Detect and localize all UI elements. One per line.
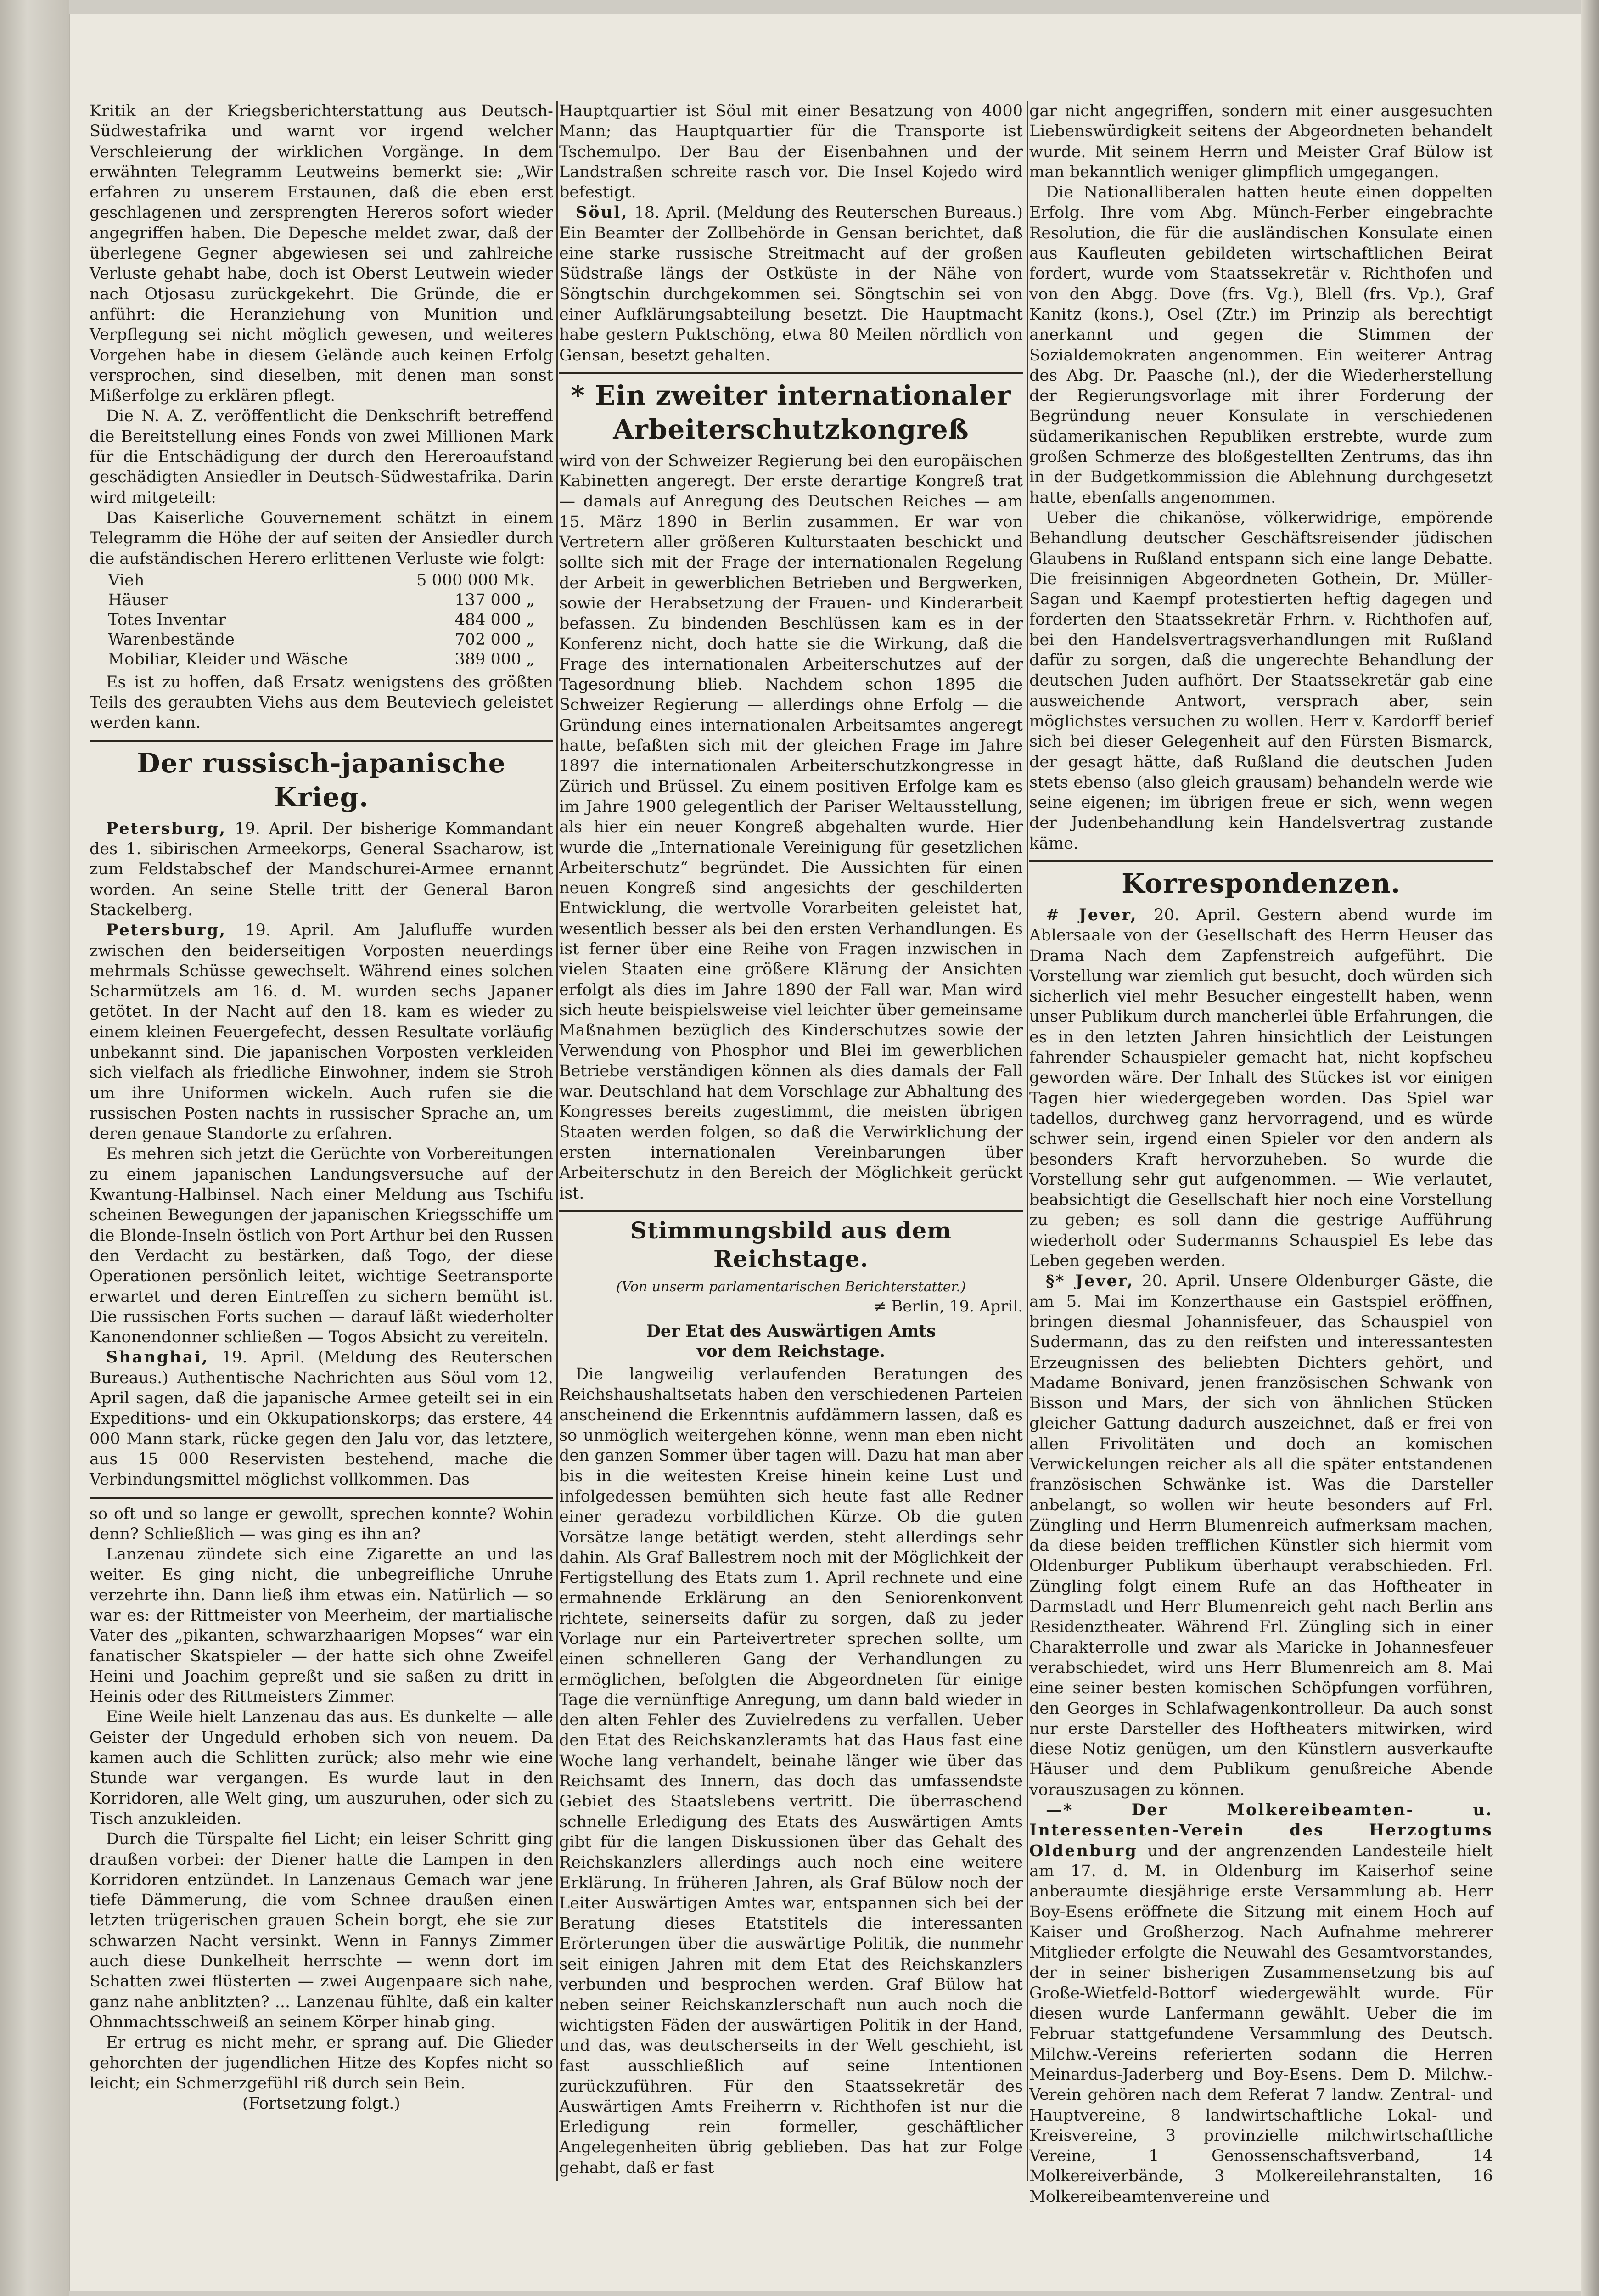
news-item: [559, 203, 1023, 365]
section-rule: [1029, 860, 1493, 862]
article-text: Kritik an der Kriegsberichterstattung aus Deutsch-Südwestafrika und warnt vor irgend welcher Verschleierung der wirklichen Vorgänge. In dem erwähnten Telegramm Leutweins bemerkt sie: „Wir erfahren zu unserem Erstaunen, daß die eben erst geschlagenen und zersprengten Hereros sofort wieder angegriffen haben. Die Depesche meldet zwar, daß der überlegene Gegner abgewiesen sei und zahlreiche Verluste gehabt habe, doch ist Oberst Leutwein wieder nach Otjosasu zurückgekehrt. Die Gründe, die er anführt: die Heranziehung von Munition und Verpflegung sei nicht möglich gewesen, und weiteres Vorgehen habe in diesem Gelände auch keinen Erfolg versprochen, sind dieselben, mit denen man sonst Mißerfolge zu erklären pflegt.: [90, 102, 553, 405]
table-cell: Vieh: [108, 571, 145, 590]
article-text: gar nicht angegriffen, sondern mit einer ausgesuchten Liebenswürdigkeit seitens der Abgeordneten behandelt wurde. Mit seinem Herrn und Meister Graf Bülow ist man bekanntlich weniger glimpflich umgegangen.: [1029, 102, 1493, 181]
section-heading: Der russisch-japanische Krieg.: [137, 747, 506, 813]
table-cell: Häuser: [108, 591, 168, 609]
article-text: Das Kaiserliche Gouvernement schätzt in einem Telegramm die Höhe der auf seiten der Ansiedler durch die aufständischen Herero erlittenen Verluste wie folgt:: [90, 508, 553, 568]
section-rule: [559, 1210, 1023, 1212]
table-row: [108, 591, 534, 610]
news-item: [90, 819, 553, 920]
dateline-place: # Jever,: [1046, 905, 1138, 924]
table-cell: 484 000 „: [454, 610, 535, 629]
article-text: Hauptquartier ist Söul mit einer Besatzung von 4000 Mann; das Hauptquartier für die Transporte ist Tschemulpo. Der Bau der Eisenbahnen und der Landstraßen schreite rasch vor. Die Insel Kojedo wird befestigt.: [559, 102, 1023, 202]
dateline-place: Petersburg,: [106, 921, 227, 940]
table-cell: Warenbestände: [108, 630, 235, 649]
dateline-place: §* Jever,: [1046, 1272, 1134, 1291]
sub-heading: vor dem Reichstage.: [696, 1342, 886, 1362]
feuilleton-text: Er ertrug es nicht mehr, er sprang auf. Die Glieder gehorchten der jugendlichen Hitze des Kopfes nicht so leicht; ein Schmerzgefühl riß durch sein Bein.: [90, 2033, 553, 2093]
column-rule: [556, 101, 558, 2181]
article-text: Die langweilig verlaufenden Beratungen des Reichshaushaltsetats haben den verschiedenen Parteien anscheinend die Erkenntnis aufdämmern lassen, daß es so unmöglich weitergehen könne, wenn man eben nicht den ganzen Sommer über tagen will. Dazu hat man aber bis in die weitesten Kreise hinein keine Lust und infolgedessen bemühten sich heute fast alle Redner einer geradezu vorbildlichen Kürze. Ob die guten Vorsätze lange betätigt werden, steht allerdings sehr dahin. Als Graf Ballestrem noch mit der Möglichkeit der Fertigstellung des Etats zum 1. April rechnete und eine ermahnende Erklärung an den Seniorenkonvent richtete, seinerseits dafür zu sorgen, daß zu jeder Vorlage nur ein Parteivertreter sprechen sollte, um einen schnelleren Gang der Verhandlungen zu ermöglichen, befolgten die Abgeordneten für einige Tage die vernünftige Anregung, um dann bald wieder in den alten Fehler des Zuvielredens zu verfallen. Ueber den Etat des Reichskanzleramts hat das Haus fast eine Woche lang verhandelt, beinahe länger wie über das Reichsamt des Innern, das doch das umfassendste Gebiet des Staatslebens vertritt. Die überraschend schnelle Erledigung des Etats des Auswärtigen Amts gibt für die langen Diskussionen über das Gehalt des Reichskanzlers allerdings auch noch eine weitere Erklärung. In früheren Jahren, als Graf Bülow noch der Leiter Auswärtigen Amtes war, entspannen sich bei der Beratung dieses Etatstitels die interessanten Erörterungen über die auswärtige Politik, die nunmehr seit einigen Jahren mit dem Etat des Reichskanzlers verbunden und besprochen werden. Graf Bülow hat neben seiner Reichskanzlerschaft nun auch noch die wichtigsten Fäden der auswärtigen Politik in der Hand, und das, was deutscherseits in der Welt geschieht, ist fast ausschließlich auf seine Intentionen zurückzuführen. Für den Staatssekretär des Auswärtigen Amts Freiherrn v. Richthofen ist nur die Erledigung rein formeller, geschäftlicher Angelegenheiten übrig geblieben. Das hat zur Folge gehabt, daß er fast: [559, 1365, 1023, 2177]
dateline: ≠ Berlin, 19. April.: [873, 1297, 1023, 1316]
table-cell: 702 000 „: [454, 630, 535, 649]
article-text: Die N. A. Z. veröffentlicht die Denkschrift betreffend die Bereitstellung eines Fonds von zwei Millionen Mark für die Entschädigung der durch den Hereroaufstand geschädigten Ansiedler in Deutsch-Südwestafrika. Darin wird mitgeteilt:: [90, 407, 553, 507]
dateline-place: Söul,: [576, 203, 628, 222]
article-text: Ueber die chikanöse, völkerwidrige, empörende Behandlung deutscher Geschäftsreisender jüdischen Glaubens in Rußland entspann sich eine lange Debatte. Die freisinnigen Abgeordneten Gothein, Dr. Müller-Sagan und Kaempf protestierten heftig dagegen und forderten den Staatssekretär Frhrn. v. Richthofen auf, bei den Handelsvertragsverhandlungen mit Rußland dafür zu sorgen, daß die ungerechte Behandlung der deutschen Juden aufhört. Der Staatssekretär gab eine ausweichende Antwort, versprach aber, sein möglichstes versuchen zu wollen. Herr v. Kardorff berief sich bei dieser Gelegenheit auf den Fürsten Bismarck, der gesagt hätte, daß Rußland die deutschen Juden stets ebenso (also gleich grausam) behandeln werde wie seine eigenen; im übrigen freue er sich, wenn wegen der Judenbehandlung kein Handelsvertrag zustande käme.: [1029, 508, 1493, 853]
table-row: [108, 650, 534, 670]
section-heading: Stimmungsbild aus dem Reichstage.: [630, 1216, 952, 1272]
news-text: 20. April. Gestern abend wurde im Ablersaale von der Gesellschaft des Herrn Heuser das Drama Nach dem Zapfenstreich aufgeführt. Die Vorstellung war ziemlich gut besucht, doch würden sich sicherlich viel mehr Besucher eingestellt haben, wenn unser Publikum durch mancherlei üble Erfahrungen, die es in den letzten Jahren hinsichtlich der Leistungen fahrender Schauspieler gemacht hat, nicht kopfscheu geworden wäre. Der Inhalt des Stückes ist vor einigen Tagen hier wiedergegeben worden. Das Spiel war tadellos, durchweg ganz hervorragend, und es würde schwer sein, irgend einen Spieler vor den andern als besonders Kraft hervorzuheben. So wurde die Vorstellung sehr gut aufgenommen. — Wie verlautet, beabsichtigt die Gesellschaft hier noch eine Vorstellung zu geben; es soll dann die gestrige Aufführung wiederholt oder Sudermanns Schauspiel Es lebe das Leben gegeben werden.: [1029, 906, 1493, 1271]
article-text: wird von der Schweizer Regierung bei den europäischen Kabinetten angeregt. Der erste derartige Kongreß trat — damals auf Anregung des Deutschen Reiches — am 15. März 1890 in Berlin zusammen. Er war von Vertretern aller größeren Kulturstaaten beschickt und sollte sich mit der Frage der internationalen Regelung der Arbeit in gewerblichen Betrieben und Bergwerken, sowie der Herabsetzung der Frauen- und Kinderarbeit befassen. Zu bindenden Beschlüssen kam es in der Konferenz nicht, doch hatte sie die Wirkung, daß die Frage des internationalen Arbeiterschutzes auf der Tagesordnung blieb. Nachdem schon 1895 die Schweizer Regierung — allerdings ohne Erfolg — die Gründung eines internationalen Arbeitsamtes angeregt hatte, befaßten sich mit der gleichen Frage im Jahre 1897 die internationalen Arbeiterschutzkongresse in Zürich und Brüssel. Zu einem positiven Erfolge kam es im Jahre 1900 gelegentlich der Pariser Weltausstellung, als hier ein neuer Kongreß abgehalten wurde. Hier wurde die „Internationale Vereinigung für gesetzlichen Arbeiterschutz“ begründet. Die Aussichten für einen neuen Kongreß sind angesichts der geschilderten Entwicklung, die wertvolle Vorarbeiten geleistet hat, wesentlich besser als bei den ersten Verhandlungen. Es ist ferner über eine Reihe von Fragen inzwischen in vielen Staaten eine größere Klärung der Ansichten erfolgt als dies im Jahre 1890 der Fall war. Man wird sich heute beispielsweise viel leichter über gemeinsame Maßnahmen bezüglich des Kinderschutzes sowie der Verwendung von Phosphor und Blei im gewerblichen Betriebe verständigen können als dies damals der Fall war. Deutschland hat dem Vorschlage zur Abhaltung des Kongresses bereits zugestimmt, die meisten übrigen Staaten werden folgen, so daß die Verwirklichung der ersten internationalen Vereinbarungen über Arbeiterschutz in den Bereich der Möglichkeit gerückt ist.: [559, 451, 1023, 1203]
news-text: 19. April. (Meldung des Reuterschen Bureaus.) Authentische Nachrichten aus Söul vom 12. April sagen, daß die japanische Armee geteilt sei in ein Expeditions- und ein Okkupationskorps; das erstere, 44 000 Mann stark, rücke gegen den Jalu vor, das letztere, aus 15 000 Reservisten bestehend, mache die Verbindungsmittel möglichst vollkommen. Das: [90, 1348, 553, 1489]
feuilleton-rule: [90, 1497, 553, 1499]
dateline-place: Shanghai,: [106, 1348, 209, 1367]
column-1: [90, 101, 553, 2114]
table-cell: Totes Inventar: [108, 610, 226, 629]
feuilleton-text: Lanzenau zündete sich eine Zigarette an und las weiter. Es ging nicht, die unbegreifliche Unruhe verzehrte ihn. Dann ließ ihm etwas ein. Natürlich — so war es: der Rittmeister von Meerheim, der martialische Vater des „pikanten, schwarzhaarigen Mopses“ war ein fanatischer Skatspieler — der hatte sich ohne Zweifel Heini und Joachim gepreßt und sie saßen zu dritt in Heinis oder des Rittmeisters Zimmer.: [90, 1545, 553, 1706]
book-binding: [0, 0, 69, 2296]
news-item: [1029, 1800, 1493, 2207]
table-row: [108, 610, 534, 630]
column-rule: [1027, 101, 1028, 2181]
page-edge: [1581, 0, 1599, 2296]
news-item: [1029, 1271, 1493, 1800]
feuilleton-text: so oft und so lange er gewollt, sprechen konnte? Wohin denn? Schließlich — was ging es ihn an?: [90, 1504, 553, 1543]
section-rule: [90, 740, 553, 742]
news-text: 19. April. Am Jalufluffe wurden zwischen den beiderseitigen Vorposten neuerdings mehrmals Schüsse gewechselt. Während eines solchen Scharmützels am 16. d. M. wurden sechs Japaner getötet. In der Nacht auf den 18. kam es wieder zu einem kleinen Feuergefecht, dessen Resultate vorläufig unbekannt sind. Die japanischen Vorposten verkleiden sich vielfach als friedliche Einwohner, indem sie Stroh um ihre Uniformen wickeln. Auch rufen sie die russischen Posten nachts in russischer Sprache an, um deren genaue Standorte zu erfahren.: [90, 921, 553, 1143]
table-row: [108, 571, 534, 591]
article-text: Es mehren sich jetzt die Gerüchte von Vorbereitungen zu einem japanischen Landungsversuche auf der Kwantung-Halbinsel. Nach einer Meldung aus Tschifu scheinen Bewegungen der japanischen Kriegsschiffe um die Blonde-Inseln östlich von Port Arthur bei den Russen den Verdacht zu bestärken, daß Togo, der diese Operationen persönlich leitet, wichtige Seetransporte erwartet und deren Eintreffen zu sichern bemüht ist. Die russischen Forts suchen — darauf läßt wiederholter Kanonendonner schließen — Togos Absicht zu vereiteln.: [90, 1145, 553, 1347]
news-item: [1029, 905, 1493, 1271]
sub-heading: Der Etat des Auswärtigen Amts: [646, 1322, 936, 1341]
news-item: [90, 1347, 553, 1490]
article-text: Die Nationalliberalen hatten heute einen doppelten Erfolg. Ihre vom Abg. Münch-Ferber eingebrachte Resolution, die für die ausländischen Konsulate einen aus Kaufleuten gebildeten wirtschaftlichen Beirat fordert, wurde vom Staatssekretär v. Richthofen und von den Abgg. Dove (frs. Vg.), Blell (frs. Vp.), Graf Kanitz (kons.), Osel (Ztr.) im Prinzip als berechtigt anerkannt und gegen die Stimmen der Sozialdemokraten angenommen. Ein weiterer Antrag des Abg. Dr. Paasche (nl.), der die Wiederherstellung der Regierungsvorlage mit ihrer Forderung der Begründung neuer Konsulate in verschiedenen südamerikanischen Republiken erstrebte, wurde zum großen Schmerze des bloßgestellten Zentrums, das ihn in der Budgetkommission die Ablehnung durchgesetzt hatte, ebenfalls angenommen.: [1029, 183, 1493, 507]
dateline-place: Petersburg,: [106, 819, 227, 838]
loss-table: [108, 571, 534, 670]
section-heading: * Ein zweiter internationaler Arbeiterschutzkongreß: [571, 379, 1011, 445]
table-cell: 137 000 „: [454, 591, 535, 609]
table-row: [108, 630, 534, 650]
news-text: 18. April. (Meldung des Reuterschen Bureaus.) Ein Beamter der Zollbehörde in Gensan berichtet, daß eine starke russische Streitmacht auf der großen Südstraße längs der Ostküste in der Nähe von Söngtschin durchgekommen sei. Söngtschin sei von einer Aufklärungsabteilung besetzt. Die Hauptmacht habe gestern Puktschöng, etwa 80 Meilen nördlich von Gensan, besetzt gehalten.: [559, 203, 1023, 365]
news-item: [90, 920, 553, 1144]
table-cell: 389 000 „: [454, 650, 535, 669]
dateline-place: —* Der Molkereibeamten- u. Interessenten-Verein des Herzogtums Oldenburg: [1029, 1801, 1493, 1860]
section-rule: [559, 372, 1023, 374]
feuilleton-text: Eine Weile hielt Lanzenau das aus. Es dunkelte — alle Geister der Ungeduld erhoben sich von neuem. Da kamen auch die Schlitten zurück; also mehr wie eine Stunde war vergangen. Es wurde laut in den Korridoren, alle Welt ging, um auszuruhen, oder sich zu Tisch anzukleiden.: [90, 1708, 553, 1828]
article-text: Es ist zu hoffen, daß Ersatz wenigstens des größten Teils des geraubten Viehs aus dem Beuteviech geleistet werden kann.: [90, 673, 553, 732]
column-3: [1029, 101, 1493, 2207]
column-2: [559, 101, 1023, 2178]
table-cell: Mobiliar, Kleider und Wäsche: [108, 650, 348, 669]
news-text: 20. April. Unsere Oldenburger Gäste, die am 5. Mai im Konzerthause ein Gastspiel eröffnen, bringen diesmal Johannisfeuer, das Schauspiel von Sudermann, das zu den reifsten und interessantesten Erzeugnissen des beliebten Dichters gehört, und Madame Bonivard, jenen französischen Schwank von Bisson und Mars, der sich von ähnlichen Stücken gleicher Gattung dadurch auszeichnet, daß er frei von allen Frivolitäten und doch an komischen Verwickelungen reicher als all die später entstandenen französischen Schwänke ist. Was die Darsteller anbelangt, so wollen wir heute besonders auf Frl. Züngling und Herrn Blumenreich aufmerksam machen, da diese beiden trefflichen Künstler sich hiermit vom Oldenburger Publikum überhaupt verabschieden. Frl. Züngling folgt einem Rufe an das Hoftheater in Darmstadt und Herr Blumenreich geht nach Berlin ans Residenztheater. Während Frl. Züngling sich in einer Charakterrolle und zwar als Maricke in Johannesfeuer verabschiedet, wird uns Herr Blumenreich am 8. Mai eine seiner besten komischen Schöpfungen vorführen, den Georges in Schlafwagenkontrolleur. Da auch sonst nur erste Darsteller des Hoftheaters mitwirken, wird diese Notiz genügen, um den Künstlern ausverkaufte Häuser und dem Publikum genußreiche Abende vorauszusagen zu können.: [1029, 1272, 1493, 1799]
section-heading: Korrespondenzen.: [1122, 867, 1401, 899]
news-text: und der angrenzenden Landesteile hielt am 17. d. M. in Oldenburg im Kaiserhof seine anberaumte diesjährige erste Versammlung ab. Herr Boy-Esens eröffnete die Sitzung mit einem Hoch auf Kaiser und Großherzog. Nach Aufnahme mehrerer Mitglieder erfolgte die Neuwahl des Gesamtvorstandes, der in seiner bisherigen Zusammensetzung bis auf Große-Wietfeld-Bottorf wiedergewählt wurde. Für diesen wurde Lanfermann gewählt. Ueber die im Februar stattgefundene Versammlung des Deutsch. Milchw.-Vereins referierten sodann die Herren Meinardus-Jaderberg und Boy-Esens. Dem D. Milchw.-Verein gehören nach dem Referat 7 landw. Zentral- und Hauptvereine, 8 landwirtschaftliche Lokal- und Kreisvereine, 3 provinzielle milchwirtschaftliche Vereine, 1 Genossenschaftsverband, 14 Molkereiverbände, 3 Molkereilehranstalten, 16 Molkereibeamtenvereine und: [1029, 1841, 1493, 2206]
continuation-note: (Fortsetzung folgt.): [242, 2094, 401, 2113]
byline: (Von unserm parlamentarischen Berichterstatter.): [616, 1278, 966, 1295]
news-text: 19. April. Der bisherige Kommandant des 1. sibirischen Armeekorps, General Ssacharow, ist zum Feldstabschef der Mandschurei-Armee ernannt worden. An seine Stelle tritt der General Baron Stackelberg.: [90, 819, 553, 919]
table-cell: 5 000 000 Mk.: [416, 571, 535, 590]
feuilleton-text: Durch die Türspalte fiel Licht; ein leiser Schritt ging draußen vorbei: der Diener hatte die Lampen in den Korridoren entzündet. In Lanzenaus Gemach war jene tiefe Dämmerung, die vom Schnee draußen einen letzten trügerischen grauen Schein borgt, ehe sie zur schwarzen Nacht versinkt. Wenn in Fannys Zimmer auch diese Dunkelheit herrschte — wenn dort im Schatten zwei flüsterten — zwei Augenpaare sich nahe, ganz nahe anblitzten? ... Lanzenau fühlte, daß ein kalter Ohnmachtsschweiß an seinem Körper hinab ging.: [90, 1830, 553, 2032]
